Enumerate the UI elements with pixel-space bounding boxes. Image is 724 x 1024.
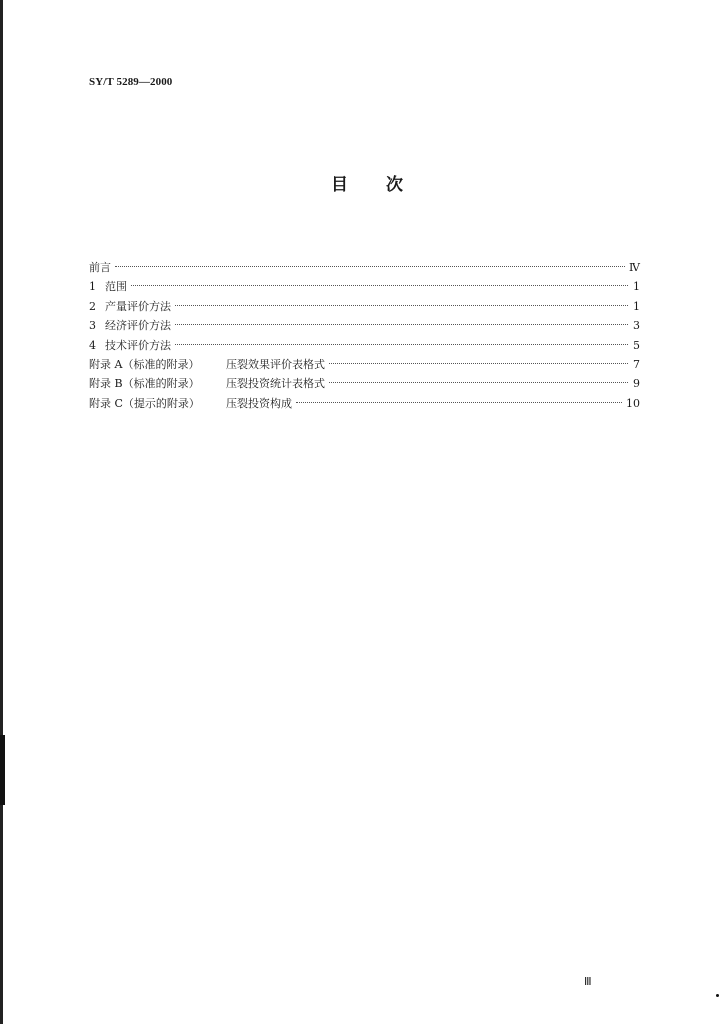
toc-entry-number: 4 <box>89 338 96 352</box>
toc-entry-page: 10 <box>626 396 640 410</box>
table-of-contents <box>89 258 640 413</box>
toc-entry-label: 压裂投资构成 <box>226 396 292 410</box>
dot-leader <box>175 305 628 306</box>
dot-leader <box>131 285 628 286</box>
toc-entry-label: 压裂效果评价表格式 <box>226 357 325 371</box>
toc-entry-label: 技术评价方法 <box>105 338 171 352</box>
toc-entry-number: 1 <box>89 280 96 294</box>
scan-left-edge-mark <box>0 735 5 805</box>
toc-entry-appendix-a[interactable] <box>89 355 640 374</box>
scan-speck <box>716 994 719 997</box>
toc-entry-page: 9 <box>633 377 640 391</box>
toc-entry-number: 2 <box>89 299 96 313</box>
toc-entry-label: 产量评价方法 <box>105 299 171 313</box>
page-number: Ⅲ <box>584 976 592 988</box>
toc-entry-page: 5 <box>633 338 640 352</box>
toc-entry-page: 3 <box>633 319 640 333</box>
dot-leader <box>175 344 628 345</box>
toc-entry-number: 3 <box>89 319 96 333</box>
toc-entry-page: 7 <box>633 357 640 371</box>
toc-entry-label: 经济评价方法 <box>105 319 171 333</box>
toc-title-left: 目 <box>331 175 348 195</box>
toc-title-right: 次 <box>386 175 403 195</box>
toc-entry-label: 前言 <box>89 261 111 274</box>
toc-entry-page: 1 <box>633 299 640 313</box>
toc-entry-label: 范围 <box>105 280 127 294</box>
toc-appendix-prefix: 附录 B（标准的附录） <box>89 377 200 391</box>
toc-entry-4[interactable] <box>89 336 640 355</box>
dot-leader <box>175 324 628 325</box>
toc-entry-label: 压裂投资统计表格式 <box>226 377 325 391</box>
dot-leader <box>329 363 628 364</box>
toc-entry-page: 1 <box>633 280 640 294</box>
standard-code: SY/T 5289—2000 <box>89 76 173 88</box>
toc-entry-foreword[interactable] <box>89 258 640 277</box>
toc-title <box>0 170 724 195</box>
scan-left-edge <box>0 0 3 1024</box>
toc-appendix-prefix: 附录 C（提示的附录） <box>89 396 200 410</box>
toc-entry-page: Ⅳ <box>629 261 640 274</box>
dot-leader <box>115 266 625 267</box>
toc-entry-1[interactable] <box>89 277 640 296</box>
dot-leader <box>296 402 622 403</box>
toc-entry-appendix-b[interactable] <box>89 374 640 393</box>
toc-entry-3[interactable] <box>89 316 640 335</box>
toc-appendix-prefix: 附录 A（标准的附录） <box>89 357 200 371</box>
toc-entry-2[interactable] <box>89 297 640 316</box>
toc-entry-appendix-c[interactable] <box>89 394 640 413</box>
dot-leader <box>329 382 628 383</box>
